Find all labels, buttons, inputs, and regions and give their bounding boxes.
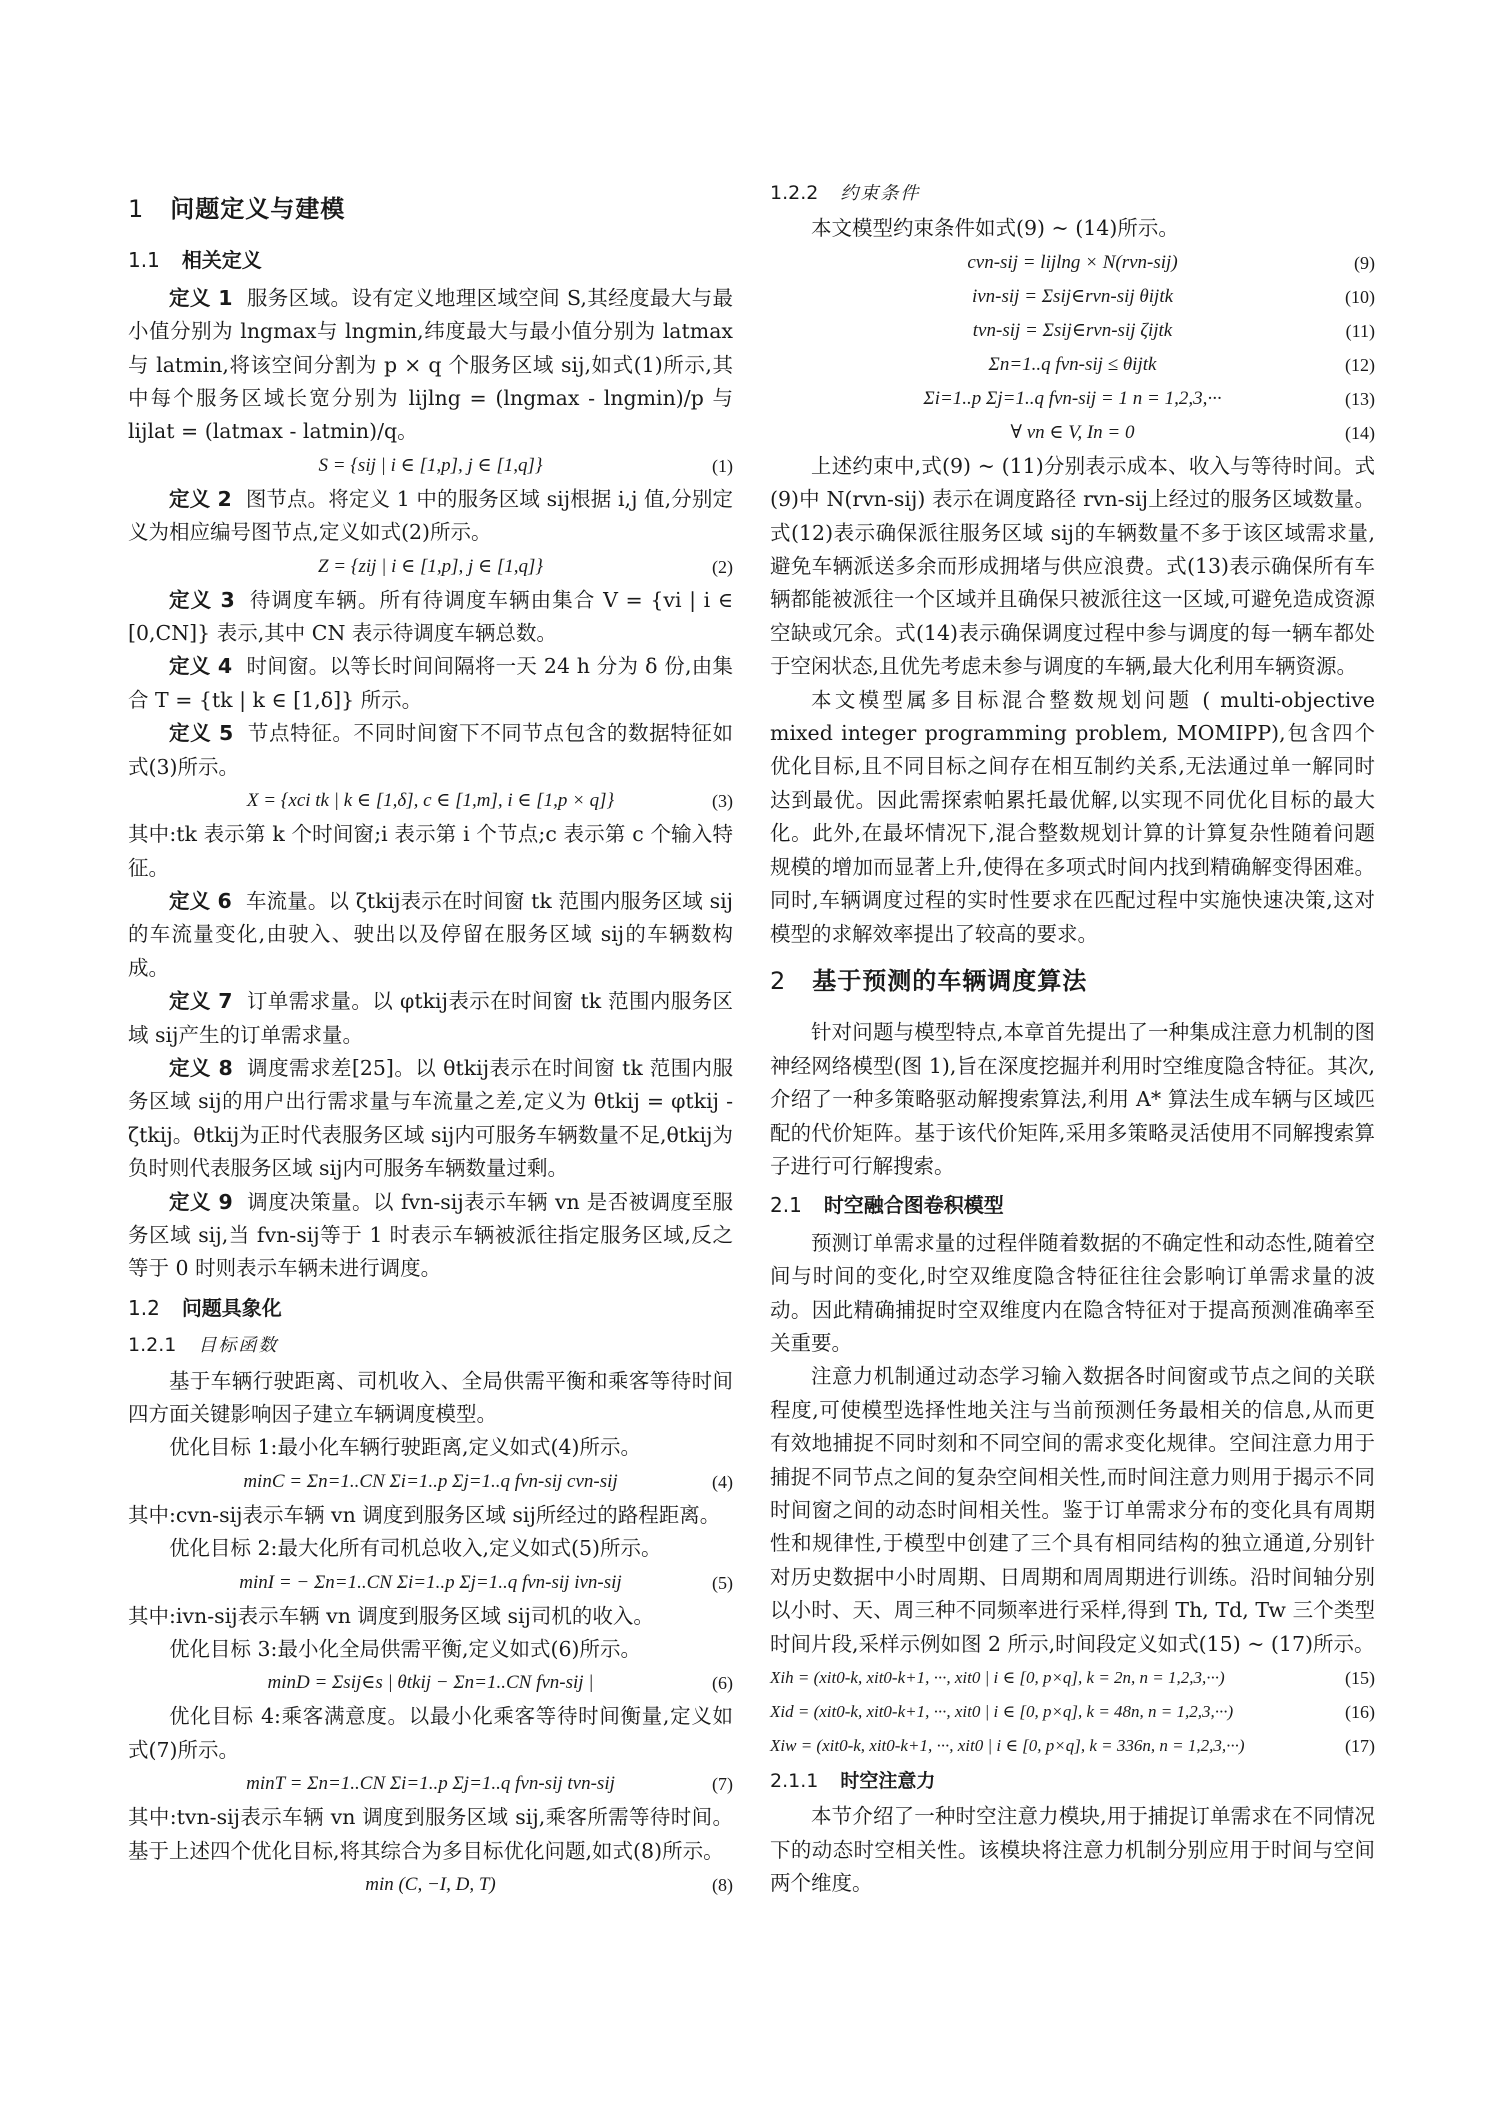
- section-title: 相关定义: [181, 248, 262, 273]
- definition-text: 调度需求差[25]。以 θtkij表示在时间窗 tk 范围内服务区域 sij的用户出行需求量与车流量之差,定义为 θtkij = φtkij - ζtkij。θtkij为正时代表服务区域 sij内可服务车辆数量不足,θtkij为负时则代表服务区域 sij内可服务车辆数量过剩。: [128, 1055, 733, 1181]
- equation-10: [770, 280, 1375, 314]
- section-number: 1.1: [128, 248, 160, 273]
- equation-14: [770, 416, 1375, 450]
- objective-2: 优化目标 2:最大化所有司机总收入,定义如式(5)所示。: [169, 1536, 662, 1561]
- paragraph-chapter-intro: 针对问题与模型特点,本章首先提出了一种集成注意力机制的图神经网络模型(图 1),旨在深度挖掘并利用时空维度隐含特征。其次,介绍了一种多策略驱动解搜索算法,利用 A* 算法生成车辆与区域匹配的代价矩阵。基于该代价矩阵,采用多策略灵活使用不同解搜索算子进行可行解搜索。: [770, 1020, 1375, 1178]
- section-number: 1.2: [128, 1295, 160, 1320]
- equation-9: [770, 246, 1375, 280]
- equation-body: tvn-sij = Σsij∈rvn-sij ζijtk: [972, 319, 1173, 341]
- definition-label: 定义 1: [169, 285, 233, 310]
- equation-number: (7): [712, 1774, 733, 1795]
- section-1-2-heading: [128, 1292, 733, 1325]
- equation-body: cvn-sij = lijlng × N(rvn-sij): [967, 251, 1178, 273]
- equation-body: ∀ vn ∈ V, In = 0: [1010, 421, 1135, 443]
- definition-label: 定义 9: [169, 1189, 233, 1214]
- equation-1: [128, 449, 733, 483]
- paragraph-st-attention: 本节介绍了一种时空注意力模块,用于捕捉订单需求在不同情况下的动态时空相关性。该模块将注意力机制分别应用于时间与空间两个维度。: [770, 1804, 1375, 1896]
- section-title: 约束条件: [840, 183, 921, 204]
- section-title: 基于预测的车辆调度算法: [812, 966, 1088, 995]
- definition-text: 图节点。将定义 1 中的服务区域 sij根据 i,j 值,分别定义为相应编号图节点,定义如式(2)所示。: [128, 486, 733, 545]
- equation-number: (17): [1345, 1736, 1375, 1757]
- paragraph-objectives-intro: 基于车辆行驶距离、司机收入、全局供需平衡和乘客等待时间四方面关键影响因子建立车辆调度模型。: [128, 1368, 733, 1426]
- definition-label: 定义 4: [169, 654, 233, 679]
- equation-number: (3): [712, 791, 733, 812]
- equation-number: (8): [712, 1875, 733, 1896]
- definition-text: 订单需求量。以 φtkij表示在时间窗 tk 范围内服务区域 sij产生的订单需求量。: [128, 989, 734, 1047]
- section-1-heading: [128, 193, 733, 226]
- section-title: 问题具象化: [181, 1295, 282, 1320]
- paragraph-constraints-intro: 本文模型约束条件如式(9) ~ (14)所示。: [811, 216, 1179, 241]
- equation-number: (11): [1345, 320, 1375, 341]
- definition-label: 定义 5: [169, 721, 234, 746]
- equation-number: (13): [1345, 388, 1375, 409]
- equation-number: (9): [1354, 252, 1375, 273]
- equation-body: minD = Σsij∈s | θtkij − Σn=1..CN fvn-sij |: [267, 1672, 594, 1694]
- equation-2: [128, 550, 733, 584]
- equation-number: (2): [712, 556, 733, 577]
- equation-3: [128, 784, 733, 818]
- definition-label: 定义 7: [169, 989, 233, 1014]
- equation-body: min (C, −I, D, T): [365, 1874, 496, 1896]
- equation-17: [770, 1729, 1375, 1763]
- equation-number: (15): [1345, 1668, 1375, 1689]
- equation-15: [770, 1661, 1375, 1695]
- definition-text: 车流量。以 ζtkij表示在时间窗 tk 范围内服务区域 sij的车流量变化,由驶入、驶出以及停留在服务区域 sij的车辆数构成。: [128, 888, 734, 980]
- equation-number: (12): [1345, 354, 1375, 375]
- section-title: 目标函数: [198, 1335, 279, 1357]
- definition-9: [128, 1186, 733, 1286]
- section-2-1-heading: [770, 1189, 1375, 1222]
- definition-2: [128, 483, 733, 550]
- definition-label: 定义 3: [169, 587, 235, 612]
- section-2-heading: [770, 965, 1375, 998]
- equation-body: minI = − Σn=1..CN Σi=1..p Σj=1..q fvn-sij ivn-sij: [239, 1571, 622, 1593]
- equation-12: [770, 348, 1375, 382]
- section-number: 2.1: [770, 1193, 802, 1218]
- section-number: 2.1.1: [770, 1770, 819, 1793]
- definition-text: 待调度车辆。所有待调度车辆由集合 V = {vi | i ∈ [0,CN]} 表示,其中 CN 表示待调度车辆总数。: [128, 587, 733, 646]
- definition-3: [128, 584, 733, 651]
- equation-body: Xiw = (xit0-k, xit0-k+1, ···, xit0 | i ∈ [0, p×q], k = 336n, n = 1,2,3,···): [770, 1736, 1245, 1756]
- equation-body: ivn-sij = Σsij∈rvn-sij θijtk: [971, 285, 1174, 307]
- section-title: 问题定义与建模: [170, 195, 346, 223]
- equation-body: Z = {zij | i ∈ [1,p], j ∈ [1,q]}: [317, 555, 544, 577]
- equation-body: Σi=1..p Σj=1..q fvn-sij = 1 n = 1,2,3,···: [923, 387, 1222, 409]
- equation-6: [128, 1666, 733, 1700]
- definition-5: [128, 717, 733, 784]
- section-1-2-1-heading: [128, 1329, 733, 1362]
- section-2-1-1-heading: [770, 1765, 1375, 1798]
- section-number: 1: [128, 195, 145, 223]
- equation-body: minT = Σn=1..CN Σi=1..p Σj=1..q fvn-sij tvn-sij: [246, 1773, 615, 1795]
- definition-text: 节点特征。不同时间窗下不同节点包含的数据特征如式(3)所示。: [128, 721, 734, 779]
- objective-1: 优化目标 1:最小化车辆行驶距离,定义如式(4)所示。: [169, 1435, 642, 1460]
- objective-4-note: 其中:tvn-sij表示车辆 vn 调度到服务区域 sij,乘客所需等待时间。基于上述四个优化目标,将其综合为多目标优化问题,如式(8)所示。: [128, 1805, 733, 1863]
- objective-1-note: 其中:cvn-sij表示车辆 vn 调度到服务区域 sij所经过的路程距离。: [128, 1502, 721, 1527]
- section-1-2-2-heading: [770, 177, 1375, 210]
- equation-7: [128, 1767, 733, 1801]
- paragraph-constraints-explain: 上述约束中,式(9) ~ (11)分别表示成本、收入与等待时间。式(9)中 N(rvn-sij) 表示在调度路径 rvn-sij上经过的服务区域数量。式(12)表示确保派往服务区域 sij的车辆数量不多于该区域需求量,避免车辆派送多余而形成拥堵与供应浪费。式(13)表示确保所有车辆都能被派往一个区域并且确保只被派往这一区域,可避免造成资源空缺或冗余。式(14)表示确保调度过程中参与调度的每一辆车都处于空闲状态,且优先考虑未参与调度的车辆,最大化利用车辆资源。: [770, 453, 1375, 679]
- equation-13: [770, 382, 1375, 416]
- equation-body: X = {xci tk | k ∈ [1,δ], c ∈ [1,m], i ∈ [1,p × q]}: [246, 790, 615, 812]
- definition-5-note: 其中:tk 表示第 k 个时间窗;i 表示第 i 个节点;c 表示第 c 个输入特征。: [128, 822, 733, 880]
- equation-number: (16): [1345, 1702, 1375, 1723]
- equation-16: [770, 1695, 1375, 1729]
- definition-label: 定义 6: [169, 888, 232, 913]
- equation-number: (10): [1345, 286, 1375, 307]
- equation-number: (6): [712, 1673, 733, 1694]
- equation-8: [128, 1868, 733, 1902]
- section-number: 1.2.1: [128, 1334, 177, 1357]
- left-column: [128, 175, 733, 1902]
- equation-5: [128, 1566, 733, 1600]
- definition-text: 服务区域。设有定义地理区域空间 S,其经度最大与最小值分别为 lngmax与 lngmin,纬度最大与最小值分别为 latmax与 latmin,将该空间分割为 p × q 个服务区域 sij,如式(1)所示,其中每个服务区域长宽分别为 lijlng = (lngmax - lngmin)/p 与 lijlat = (latmax - latmin)/q。: [128, 285, 733, 444]
- paragraph-attention: 注意力机制通过动态学习输入数据各时间窗或节点之间的关联程度,可使模型选择性地关注与当前预测任务最相关的信息,从而更有效地捕捉不同时刻和不同空间的需求变化规律。空间注意力用于捕捉不同节点之间的复杂空间相关性,而时间注意力则用于揭示不同时间窗之间的动态时间相关性。鉴于订单需求分布的变化具有周期性和规律性,于模型中创建了三个具有相同结构的独立通道,分别针对历史数据中小时周期、日周期和周周期进行训练。沿时间轴分别以小时、天、周三种不同频率进行采样,得到 Th, Td, Tw 三个类型时间片段,采样示例如图 2 所示,时间段定义如式(15) ~ (17)所示。: [770, 1364, 1375, 1656]
- section-title: 时空注意力: [840, 1770, 936, 1793]
- definition-label: 定义 8: [169, 1055, 233, 1080]
- equation-number: (14): [1345, 422, 1375, 443]
- equation-body: Σn=1..q fvn-sij ≤ θijtk: [988, 353, 1157, 375]
- equation-4: [128, 1465, 733, 1499]
- definition-text: 时间窗。以等长时间间隔将一天 24 h 分为 δ 份,由集合 T = {tk | k ∈ [1,δ]} 所示。: [128, 654, 734, 712]
- paragraph-momipp: 本文模型属多目标混合整数规划问题 ( multi-objective mixed integer programming problem, MOMIPP),包含四个优化目标,且不同目标之间存在相互制约关系,无法通过单一解同时达到最优。因此需探索帕累托最优解,以实现不同优化目标的最大化。此外,在最坏情况下,混合整数规划计算的计算复杂性随着问题规模的增加而显著上升,使得在多项式时间内找到精确解变得困难。同时,车辆调度过程的实时性要求在匹配过程中实施快速决策,这对模型的求解效率提出了较高的要求。: [770, 687, 1375, 946]
- equation-body: S = {sij | i ∈ [1,p], j ∈ [1,q]}: [318, 454, 543, 476]
- paragraph-prediction: 预测订单需求量的过程伴随着数据的不确定性和动态性,随着空间与时间的变化,时空双维度隐含特征往往会影响订单需求量的波动。因此精确捕捉时空双维度内在隐含特征对于提高预测准确率至关重要。: [770, 1230, 1375, 1355]
- equation-body: Xih = (xit0-k, xit0-k+1, ···, xit0 | i ∈ [0, p×q], k = 2n, n = 1,2,3,···): [770, 1668, 1225, 1688]
- definition-text: 调度决策量。以 fvn-sij表示车辆 vn 是否被调度至服务区域 sij,当 fvn-sij等于 1 时表示车辆被派往指定服务区域,反之等于 0 时则表示车辆未进行调度。: [128, 1189, 733, 1281]
- section-number: 2: [770, 966, 787, 995]
- definition-1: [128, 282, 733, 449]
- equation-body: Xid = (xit0-k, xit0-k+1, ···, xit0 | i ∈ [0, p×q], k = 48n, n = 1,2,3,···): [770, 1702, 1234, 1722]
- definition-6: [128, 885, 733, 985]
- equation-number: (1): [712, 455, 733, 476]
- section-number: 1.2.2: [770, 182, 819, 204]
- section-title: 时空融合图卷积模型: [823, 1193, 1004, 1218]
- section-1-1-heading: [128, 244, 733, 277]
- definition-7: [128, 985, 733, 1052]
- equation-body: minC = Σn=1..CN Σi=1..p Σj=1..q fvn-sij cvn-sij: [243, 1470, 618, 1492]
- definition-8: [128, 1052, 733, 1186]
- objective-2-note: 其中:ivn-sij表示车辆 vn 调度到服务区域 sij司机的收入。: [128, 1603, 654, 1628]
- definition-4: [128, 650, 733, 717]
- equation-number: (5): [712, 1572, 733, 1593]
- equation-11: [770, 314, 1375, 348]
- objective-4: 优化目标 4:乘客满意度。以最小化乘客等待时间衡量,定义如式(7)所示。: [128, 1704, 733, 1762]
- definition-label: 定义 2: [169, 486, 232, 511]
- equation-number: (4): [712, 1471, 733, 1492]
- right-column: [770, 175, 1375, 1901]
- objective-3: 优化目标 3:最小化全局供需平衡,定义如式(6)所示。: [169, 1637, 642, 1662]
